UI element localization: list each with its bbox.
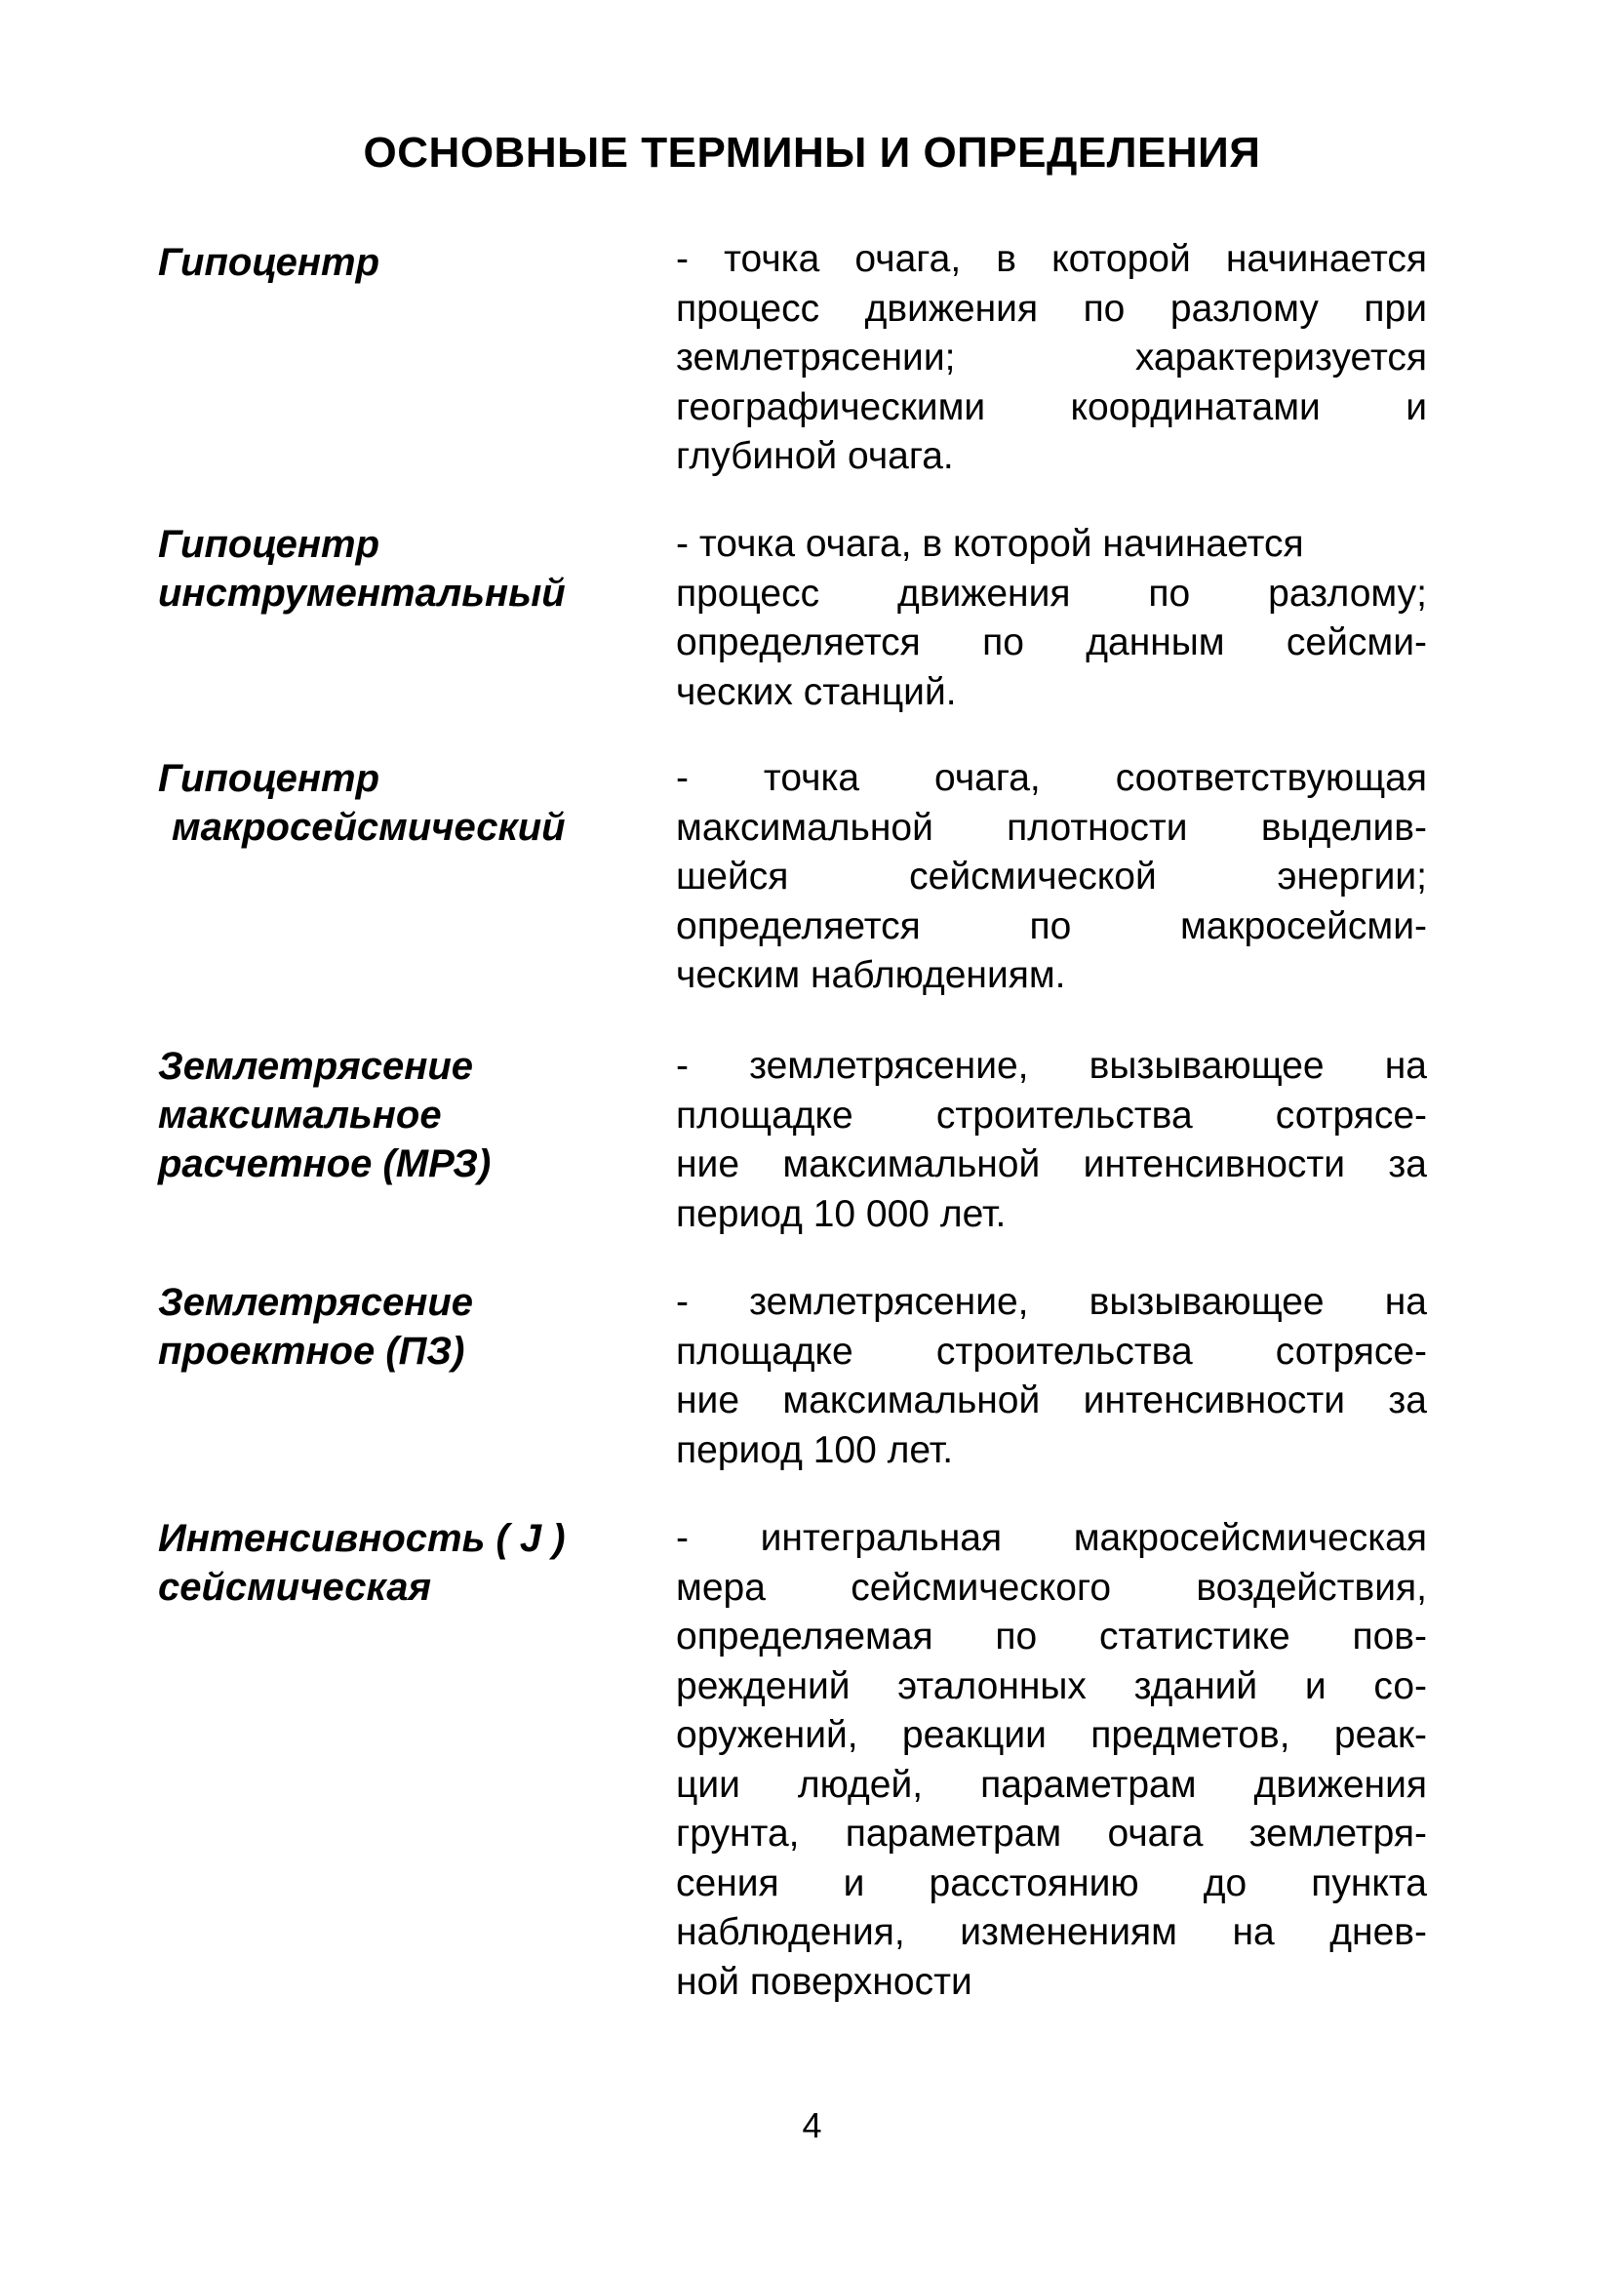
- definition-seismic-intensity: [676, 1514, 1427, 2007]
- term-seismic-intensity: [158, 1514, 646, 1612]
- definition-line: ной поверхности: [676, 1960, 972, 2003]
- definition-line: - интегральная макросейсмическая: [676, 1517, 1427, 1559]
- term-line: Гипоцентр: [158, 523, 380, 566]
- definition-line: определяется по макросейсми-: [676, 904, 1427, 947]
- definition-line: - точка очага, соответствующая: [676, 757, 1427, 799]
- term-line: расчетное (МРЗ): [158, 1142, 492, 1185]
- term-line: Гипоцентр: [158, 241, 380, 284]
- definition-line: глубиной очага.: [676, 435, 954, 477]
- definition-line: период 100 лет.: [676, 1428, 954, 1471]
- term-earthquake-project: [158, 1278, 646, 1376]
- definition-line: - точка очага, в которой начинается: [676, 523, 1304, 565]
- term-line: Землетрясение: [158, 1281, 474, 1324]
- definition-line: - точка очага, в которой начинается: [676, 238, 1427, 280]
- term-hypocenter: [158, 238, 646, 287]
- definition-line: географическими координатами и: [676, 385, 1427, 428]
- term-hypocenter-macroseismic: [158, 754, 646, 852]
- definition-line: реждений эталонных зданий и со-: [676, 1664, 1427, 1707]
- definition-line: мера сейсмического воздействия,: [676, 1566, 1427, 1609]
- term-line: максимальное: [158, 1094, 442, 1137]
- term-hypocenter-instrumental: [158, 520, 646, 618]
- definition-line: определяется по данным сейсми-: [676, 621, 1427, 663]
- definition-line: сения и расстоянию до пункта: [676, 1861, 1427, 1904]
- definition-line: оружений, реакции предметов, реак-: [676, 1714, 1427, 1756]
- page-title: ОСНОВНЫЕ ТЕРМИНЫ И ОПРЕДЕЛЕНИЯ: [363, 129, 1261, 177]
- definition-line: - землетрясение, вызывающее на: [676, 1281, 1427, 1323]
- definition-line: максимальной плотности выделив-: [676, 806, 1427, 849]
- definition-earthquake-max-design: [676, 1042, 1427, 1239]
- definition-line: площадке строительства сотрясе-: [676, 1330, 1427, 1373]
- definition-line: площадке строительства сотрясе-: [676, 1094, 1427, 1137]
- term-line: Гипоцентр: [158, 757, 380, 800]
- term-line: макросейсмический: [172, 806, 566, 849]
- definition-line: процесс движения по разлому;: [676, 572, 1427, 615]
- definition-hypocenter: [676, 235, 1427, 482]
- term-line: Интенсивность ( J ): [158, 1517, 566, 1560]
- definition-line: ции людей, параметрам движения: [676, 1763, 1427, 1806]
- term-line: Землетрясение: [158, 1045, 474, 1088]
- definition-line: период 10 000 лет.: [676, 1192, 1007, 1235]
- page-number: 4: [802, 2105, 822, 2145]
- definition-line: ние максимальной интенсивности за: [676, 1379, 1427, 1421]
- definition-earthquake-project: [676, 1278, 1427, 1475]
- definition-hypocenter-macroseismic: [676, 754, 1427, 1001]
- term-earthquake-max-design: [158, 1042, 646, 1188]
- definition-line: ние максимальной интенсивности за: [676, 1143, 1427, 1185]
- definition-line: процесс движения по разлому при: [676, 287, 1427, 330]
- definition-line: грунта, параметрам очага землетря-: [676, 1813, 1427, 1855]
- definition-line: землетрясении; характеризуется: [676, 337, 1427, 379]
- definition-line: ческих станций.: [676, 670, 957, 713]
- term-line: сейсмическая: [158, 1566, 432, 1609]
- definition-line: - землетрясение, вызывающее на: [676, 1045, 1427, 1087]
- definition-hypocenter-instrumental: [676, 520, 1427, 717]
- definition-line: наблюдения, изменениям на днев-: [676, 1911, 1427, 1953]
- definition-line: ческим наблюдениям.: [676, 954, 1066, 996]
- definition-line: определяемая по статистике пов-: [676, 1616, 1427, 1658]
- term-line: инструментальный: [158, 572, 566, 615]
- definition-line: шейся сейсмической энергии;: [676, 856, 1427, 898]
- term-line: проектное (ПЗ): [158, 1330, 465, 1373]
